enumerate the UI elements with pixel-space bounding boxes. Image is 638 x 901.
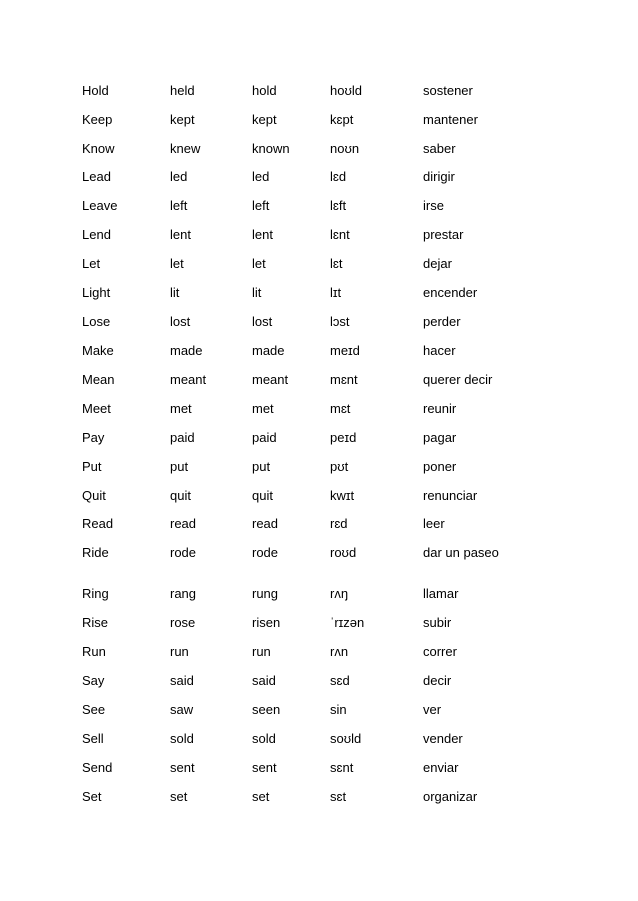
past-simple: lost (170, 314, 191, 329)
spanish-translation: renunciar (423, 488, 478, 503)
past-simple: held (170, 83, 195, 98)
phonetic: lɛft (330, 198, 347, 213)
phonetic: lɛt (330, 256, 343, 271)
verb-row (82, 613, 602, 633)
verb-row (82, 486, 602, 506)
past-participle: rung (252, 586, 279, 601)
spanish-translation: irse (423, 198, 444, 213)
base-form: See (82, 702, 106, 717)
spanish-translation: decir (423, 673, 452, 688)
verb-row (82, 700, 602, 720)
verb-row (82, 81, 602, 101)
phonetic: sɛd (330, 673, 350, 688)
phonetic: lɔst (330, 314, 350, 329)
verb-row (82, 671, 602, 691)
phonetic: lɛd (330, 169, 347, 184)
past-participle: read (252, 516, 279, 531)
verb-row (82, 110, 602, 130)
phonetic: sɛnt (330, 760, 354, 775)
past-participle: meant (252, 372, 289, 387)
verb-row (82, 584, 602, 604)
past-participle: said (252, 673, 276, 688)
phonetic: peɪd (330, 430, 357, 445)
past-simple: sent (170, 760, 195, 775)
base-form: Keep (82, 112, 113, 127)
past-simple: rang (170, 586, 197, 601)
past-simple: led (170, 169, 188, 184)
past-simple: rode (170, 545, 197, 560)
spanish-translation: dirigir (423, 169, 455, 184)
phonetic: rɛd (330, 516, 348, 531)
past-participle: rode (252, 545, 279, 560)
phonetic: ˈrɪzən (330, 615, 365, 630)
verb-row (82, 729, 602, 749)
base-form: Set (82, 789, 102, 804)
past-simple: let (170, 256, 184, 271)
verb-row (82, 341, 602, 361)
verb-row (82, 225, 602, 245)
past-simple: met (170, 401, 192, 416)
verb-row (82, 543, 602, 563)
base-form: Put (82, 459, 102, 474)
base-form: Lend (82, 227, 111, 242)
past-participle: let (252, 256, 266, 271)
spanish-translation: encender (423, 285, 478, 300)
phonetic: kɛpt (330, 112, 354, 127)
spanish-translation: ver (423, 702, 442, 717)
past-simple: said (170, 673, 194, 688)
base-form: Let (82, 256, 101, 271)
past-participle: lent (252, 227, 273, 242)
past-participle: known (252, 141, 290, 156)
phonetic: soʊld (330, 731, 362, 746)
past-simple: sold (170, 731, 194, 746)
base-form: Quit (82, 488, 106, 503)
spanish-translation: sostener (423, 83, 473, 98)
phonetic: sɛt (330, 789, 347, 804)
spanish-translation: poner (423, 459, 457, 474)
phonetic: noʊn (330, 141, 360, 156)
spanish-translation: reunir (423, 401, 457, 416)
past-participle: led (252, 169, 270, 184)
past-simple: rose (170, 615, 196, 630)
past-simple: saw (170, 702, 194, 717)
past-simple: made (170, 343, 203, 358)
base-form: Say (82, 673, 105, 688)
past-participle: left (252, 198, 270, 213)
past-simple: set (170, 789, 188, 804)
past-simple: knew (170, 141, 201, 156)
past-participle: met (252, 401, 274, 416)
base-form: Run (82, 644, 106, 659)
base-form: Lose (82, 314, 111, 329)
verb-row (82, 167, 602, 187)
phonetic: mɛt (330, 401, 351, 416)
past-participle: kept (252, 112, 277, 127)
past-participle: seen (252, 702, 281, 717)
base-form: Mean (82, 372, 115, 387)
base-form: Meet (82, 401, 111, 416)
base-form: Send (82, 760, 113, 775)
verb-row (82, 642, 602, 662)
verb-row (82, 370, 602, 390)
past-participle: lost (252, 314, 273, 329)
base-form: Sell (82, 731, 104, 746)
base-form: Ring (82, 586, 109, 601)
base-form: Light (82, 285, 111, 300)
phonetic: kwɪt (330, 488, 355, 503)
past-participle: hold (252, 83, 277, 98)
spanish-translation: subir (423, 615, 452, 630)
past-participle: sold (252, 731, 276, 746)
base-form: Know (82, 141, 115, 156)
verb-row (82, 283, 602, 303)
past-simple: paid (170, 430, 195, 445)
phonetic: hoʊld (330, 83, 362, 98)
past-participle: put (252, 459, 271, 474)
verb-row (82, 758, 602, 778)
base-form: Leave (82, 198, 118, 213)
spanish-translation: enviar (423, 760, 459, 775)
base-form: Make (82, 343, 114, 358)
past-simple: lent (170, 227, 191, 242)
past-participle: run (252, 644, 271, 659)
spanish-translation: hacer (423, 343, 456, 358)
past-simple: run (170, 644, 189, 659)
past-participle: lit (252, 285, 262, 300)
spanish-translation: leer (423, 516, 445, 531)
spanish-translation: mantener (423, 112, 478, 127)
past-participle: set (252, 789, 270, 804)
verb-row (82, 787, 602, 807)
past-participle: paid (252, 430, 277, 445)
verb-row (82, 312, 602, 332)
verb-row (82, 457, 602, 477)
spanish-translation: perder (423, 314, 461, 329)
verb-row (82, 196, 602, 216)
verb-row (82, 139, 602, 159)
past-participle: made (252, 343, 285, 358)
past-simple: quit (170, 488, 191, 503)
base-form: Rise (82, 615, 109, 630)
base-form: Ride (82, 545, 109, 560)
base-form: Pay (82, 430, 105, 445)
phonetic: roʊd (330, 545, 357, 560)
phonetic: sin (330, 702, 347, 717)
spanish-translation: querer decir (423, 372, 493, 387)
past-simple: kept (170, 112, 195, 127)
past-simple: read (170, 516, 197, 531)
phonetic: pʊt (330, 459, 349, 474)
base-form: Hold (82, 83, 109, 98)
verb-row (82, 428, 602, 448)
spanish-translation: dejar (423, 256, 452, 271)
spanish-translation: dar un paseo (423, 545, 499, 560)
spanish-translation: llamar (423, 586, 459, 601)
past-participle: quit (252, 488, 273, 503)
spanish-translation: prestar (423, 227, 464, 242)
base-form: Read (82, 516, 114, 531)
base-form: Lead (82, 169, 111, 184)
phonetic: rʌŋ (330, 586, 349, 601)
past-simple: meant (170, 372, 207, 387)
spanish-translation: saber (423, 141, 456, 156)
spanish-translation: correr (423, 644, 457, 659)
verb-row (82, 514, 602, 534)
phonetic: lɪt (330, 285, 342, 300)
past-simple: left (170, 198, 188, 213)
spanish-translation: vender (423, 731, 463, 746)
spanish-translation: organizar (423, 789, 478, 804)
phonetic: rʌn (330, 644, 349, 659)
past-participle: sent (252, 760, 277, 775)
verb-row (82, 399, 602, 419)
phonetic: meɪd (330, 343, 360, 358)
past-simple: lit (170, 285, 180, 300)
spanish-translation: pagar (423, 430, 457, 445)
past-simple: put (170, 459, 189, 474)
past-participle: risen (252, 615, 281, 630)
phonetic: mɛnt (330, 372, 358, 387)
verb-row (82, 254, 602, 274)
phonetic: lɛnt (330, 227, 350, 242)
